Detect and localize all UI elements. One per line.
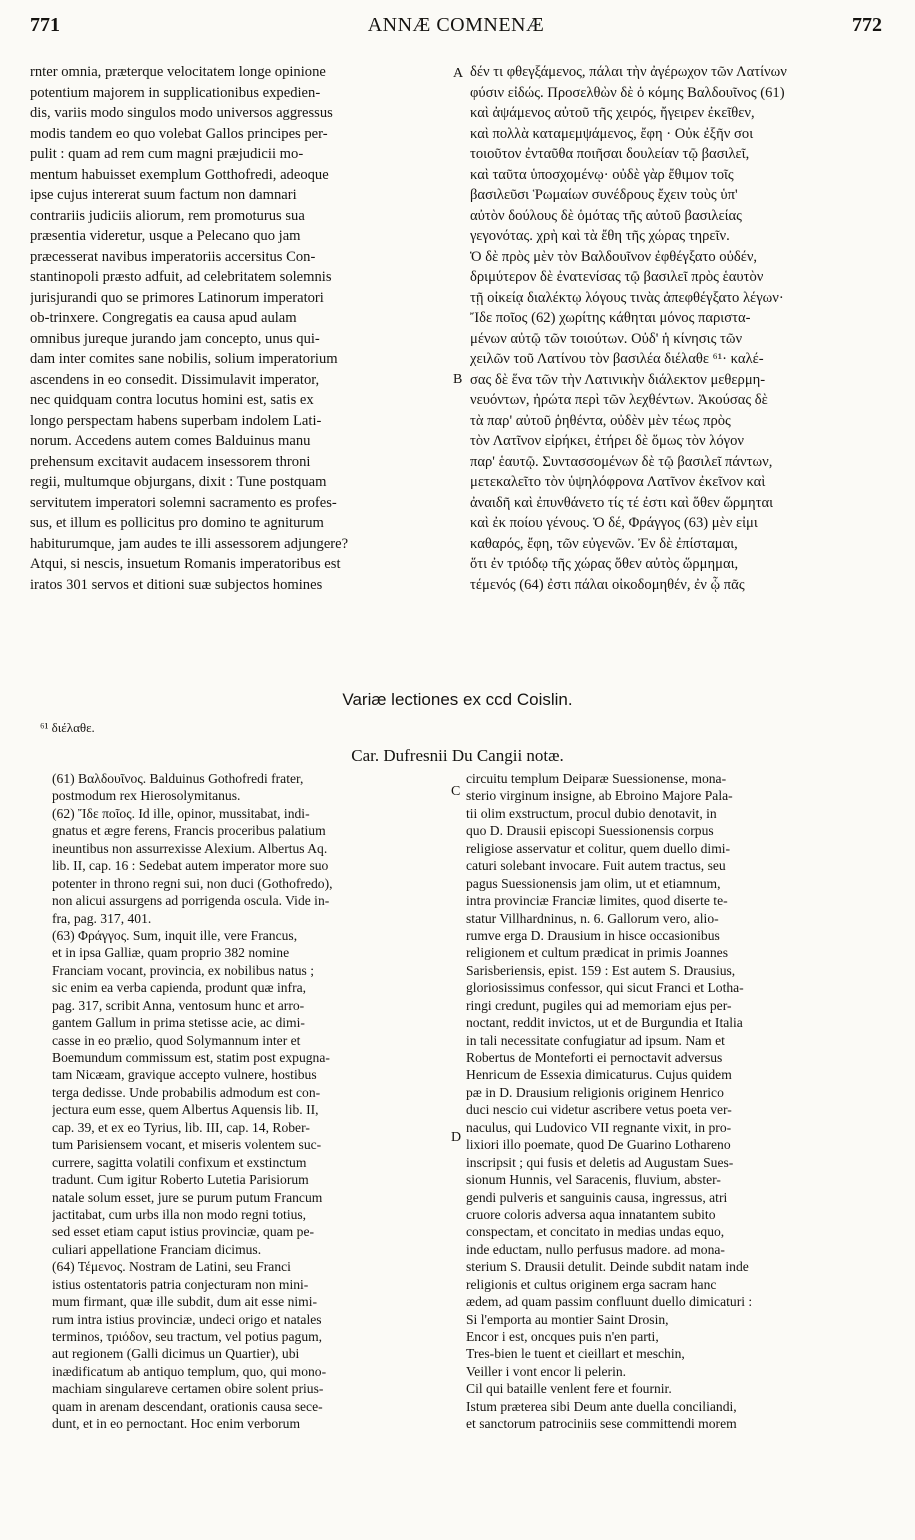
margin-letter-d: D xyxy=(451,1130,462,1145)
note-line: (63) Φράγγος. Sum, inquit ille, vere Francus, xyxy=(52,927,298,943)
running-title: ANNÆ COMNENÆ xyxy=(367,14,545,36)
latin-text-line: norum. Accedens autem comes Balduinus manu xyxy=(30,433,311,449)
greek-text-line: τὸν Λατῖνον εἰρήκει, ἐτήρει δὲ ὅμως τὸν λόγον xyxy=(470,433,744,449)
greek-text-line: σας δὲ ἕνα τῶν τὴν Λατινικὴν διάλεκτον μεθερμη- xyxy=(470,371,766,388)
note-line: casse in eo prælio, quod Solymannum inter et xyxy=(52,1032,301,1048)
note-line: lixiori illo poemate, quod De Guarino Lothareno xyxy=(466,1137,731,1153)
latin-text-line: habiturumque, jam audes te illi assessorem adjungere? xyxy=(30,535,349,552)
latin-text-line: mentum habuisset exemplum Gotthofredi, adeoque xyxy=(30,166,329,183)
note-line: tii olim exstructum, procul dubio denotavit, in xyxy=(466,805,717,821)
note-line: currere, sagitta volatili confixum et exstinctum xyxy=(52,1154,307,1170)
greek-text-line: βασιλεῦσι Ῥωμαίων συνέδρους ἔχειν τοὺς ὑπ' xyxy=(470,187,738,203)
greek-text-line: ἀναιδῆ καὶ ἐπυνθάνετο τίς τέ ἐστι καὶ ὅθεν ὥρμηται xyxy=(470,494,774,511)
note-line: gantem Gallum in prima stetisse acie, ac dimi- xyxy=(52,1015,305,1031)
greek-text-line: αὐτὸν δούλους δὲ ὁμότας τῆς αὐτοῦ βασιλείας xyxy=(470,207,742,224)
latin-text-column xyxy=(30,62,448,595)
note-line: quo D. Drausii episcopi Suessionensis corpus xyxy=(466,823,714,839)
page-number-right: 772 xyxy=(852,14,882,36)
latin-text-line: ob-trinxere. Congregatis ea causa apud aulam xyxy=(30,310,297,326)
note-line: postmodum rex Hierosolymitanus. xyxy=(52,788,241,804)
latin-text-line: potentium majorem in supplicationibus expedien- xyxy=(30,84,321,101)
latin-text-line: præcesserat navibus imperatoriis accersitus Con- xyxy=(30,248,316,265)
note-line: inædificatum ab antiquo templum, quo, qui mono- xyxy=(52,1363,327,1379)
note-line: Robertus de Monteforti ei pernoctavit adversus xyxy=(466,1050,723,1065)
note-line: Cil qui bataille venlent fere et fournir. xyxy=(466,1381,672,1397)
latin-text-line: prehensum excitavit audacem insessorem throni xyxy=(30,453,311,470)
greek-text-line: Ὁ δὲ πρὸς μὲν τὸν Βαλδουῖνον ἐφθέγξατο οὐδέν, xyxy=(470,248,758,265)
note-line: non alicui assurgens ad porrigenda oscula. Vide in- xyxy=(52,893,330,909)
note-line: Henricum de Essexia dimicaturus. Cujus quidem xyxy=(466,1067,732,1083)
latin-text-line: modis tandem eo quo volebat Gallos principes per- xyxy=(30,125,328,142)
greek-text-line: Ἴδε ποῖος (62) χωρίτης κάθηται μόνος παριστα- xyxy=(470,310,751,326)
margin-letter-a: A xyxy=(453,66,464,81)
note-line: tam Nicæam, gravique accepto vulnere, hostibus xyxy=(52,1067,317,1083)
latin-text-line: præsentia videretur, usque a Pelecano quo jam xyxy=(30,228,301,244)
variae-lectiones-heading: Variæ lectiones ex ccd Coislin. xyxy=(342,690,573,709)
note-line: potenter in throno regni sui, non duci (Gothofredo), xyxy=(52,875,333,891)
greek-text-line: δέν τι φθεγξάμενος, πάλαι τὴν ἀγέρωχον τῶν Λατίνων xyxy=(470,64,787,80)
latin-text-line: sus, et illum es pollicitus pro domino te agniturum xyxy=(30,515,324,531)
note-line: terga dedisse. Unde probabilis admodum est con- xyxy=(52,1084,321,1100)
greek-text-line: χειλῶν τοῦ Λατίνου τὸν βασιλέα διέλαθε ⁶¹· καλέ- xyxy=(470,351,764,367)
latin-text-line: dam inter comites sane nobilis, solium imperatorium xyxy=(30,351,338,367)
note-line: tradunt. Cum igitur Roberto Lutetia Parisiorum xyxy=(52,1172,309,1188)
notes-left-column xyxy=(52,770,444,1433)
note-line: duci nescio cui videtur ascribere vetus poeta ver- xyxy=(466,1102,732,1118)
note-line: ineuntibus non assurrexisse Alexium. Albertus Aq. xyxy=(52,840,328,856)
greek-text-line: νευόντων, ἠρώτα περὶ τῶν λεχθέντων. Ἀκούσας δὲ xyxy=(470,392,768,408)
note-line: Franciam vocant, provincia, ex nobilibus natus ; xyxy=(52,962,314,978)
notes-right-column xyxy=(466,770,882,1433)
page-header xyxy=(30,8,882,48)
greek-text-line: μένων αὐτῷ τῶν τοιούτων. Οὐδ' ἡ κίνησις τῶν xyxy=(470,330,743,347)
note-line: natale solum esset, jure se purum putum Francum xyxy=(52,1189,323,1205)
latin-text-line: Atqui, si nescis, insuetum Romanis imperatoribus est xyxy=(30,556,341,572)
note-line: Boemundum commissum est, statim post expugna- xyxy=(52,1050,330,1065)
note-line: terminos, τριόδον, seu tractum, vel potius pagum, xyxy=(52,1329,323,1344)
margin-letter-b: B xyxy=(453,372,463,387)
note-line: pæ in D. Drausium religionis originem Henrico xyxy=(466,1084,724,1100)
note-line: et sanctorum patrociniis sese committendi morem xyxy=(466,1416,737,1432)
note-line: Sarisberiensis, epist. 159 : Est autem S. Drausius, xyxy=(466,962,736,978)
note-line: fra, pag. 317, 401. xyxy=(52,910,152,926)
note-line: pag. 317, scribit Anna, ventosum hunc et arro- xyxy=(52,997,305,1013)
greek-text-line: καὶ ἐκ ποίου γένους. Ὁ δέ, Φράγγος (63) μὲν εἰμι xyxy=(470,515,758,531)
greek-text-line: ὅτι ἐν τριόδῳ τῆς χώρας ὅθεν αὐτὸς ὥρμημαι, xyxy=(470,556,739,572)
latin-text-line: longo perspectam habens superbam indolem Lati- xyxy=(30,412,322,429)
greek-text-line: καὶ πολλὰ καταμεμψάμενος, ἔφη · Οὐκ ἐξῆν σοι xyxy=(470,125,754,142)
note-line: jactitabat, cum urbs illa non modo regni totius, xyxy=(52,1206,307,1222)
greek-text-line: καθαρός, ἔφη, τῶν εὐγενῶν. Ἐν δὲ ἐπίσταμαι, xyxy=(470,535,738,552)
note-line: Si l'emporta au montier Saint Drosin, xyxy=(466,1311,669,1327)
note-line: tum Parisiensem vocant, et miseris volentem suc- xyxy=(52,1137,322,1153)
note-line: dunt, et in eo pernoctant. Hoc enim verborum xyxy=(52,1416,301,1432)
note-line: statur Villhardninus, n. 6. Gallorum vero, alio- xyxy=(466,910,719,926)
note-line: Encor i est, oncques puis n'en parti, xyxy=(466,1329,659,1344)
note-line: conspectam, et concitato in medias undas equo, xyxy=(466,1224,725,1240)
note-line: gnatus et ægre ferens, Francis proceribus palatium xyxy=(52,823,326,839)
note-line: quam in arenam descendant, orationis causa sece- xyxy=(52,1398,323,1414)
greek-text-line: τὰ παρ' αὐτοῦ ῥηθέντα, οὐδὲν μὲν τέως πρὸς xyxy=(470,412,731,429)
note-line: Tres-bien le tuent et cieillart et meschin, xyxy=(466,1346,685,1362)
latin-text-line: omnibus jureque jurando jam concepto, unus qui- xyxy=(30,330,320,347)
note-line: religionis et cultus originem erga sacram hanc xyxy=(466,1276,717,1292)
note-line: inscripsit ; qui fusis et deletis ad Augustam Sues- xyxy=(466,1154,734,1170)
note-line: pagus Suessionensis jam olim, ut et etiamnum, xyxy=(466,875,721,891)
note-line: ringi credunt, pugiles qui ad memoriam ejus per- xyxy=(466,997,732,1013)
note-line: rum intra istius provinciæ, undeci origo et natales xyxy=(52,1311,322,1327)
greek-text-line: γεγονότας. χρὴ καὶ τὰ ἔθη τῆς χώρας τηρεῖν. xyxy=(470,228,730,244)
note-line: sionum Hunnis, vel Saracenis, fluvium, abster- xyxy=(466,1172,721,1188)
greek-text-line: φύσιν εἰδώς. Προσελθὼν δὲ ὁ κόμης Βαλδουῖνος (61) xyxy=(470,84,785,101)
latin-text-line: ascendens in eo consedit. Dissimulavit imperator, xyxy=(30,371,320,388)
note-line: et in ipsa Galliæ, quam proprio 382 nomine xyxy=(52,945,290,961)
latin-text-line: ipse cujus intererat suum factum non damnari xyxy=(30,187,297,203)
latin-text-line: stantinopoli præsto adfuit, ad celebritatem solemnis xyxy=(30,269,332,285)
margin-letter-c: C xyxy=(451,784,461,799)
note-line: sterium S. Drausii detulit. Deinde subdit natam inde xyxy=(466,1259,749,1275)
note-line: caturi solebant invocare. Fuit autem tractus, seu xyxy=(466,858,726,874)
note-line: circuitu templum Deiparæ Suessionense, mona- xyxy=(466,771,727,786)
greek-text-line: τῇ οἰκείᾳ διαλέκτῳ λόγους τινὰς ἀπεφθέγξατο λέγων· xyxy=(470,289,784,306)
note-line: jectura eum esse, quem Albertus Aquensis lib. II, xyxy=(52,1102,319,1118)
note-line: religionem et cultum prædicat in primis Joannes xyxy=(466,945,729,961)
note-line: gendi pulveris et sanguinis causa, ingressus, atri xyxy=(466,1189,728,1205)
note-line: rumve erga D. Drausium in hisce occasionibus xyxy=(466,927,720,943)
note-line: in tali necessitate confugiatur ad ipsum. Nam et xyxy=(466,1032,725,1048)
notes-heading: Car. Dufresnii Du Cangii notæ. xyxy=(351,746,564,765)
note-line: cap. 39, et ex eo Tyrius, lib. III, cap. 14, Rober- xyxy=(52,1119,310,1135)
latin-text-line: iratos 301 servos et ditioni suæ subjectos homines xyxy=(30,576,323,593)
note-line: (62) Ἴδε ποῖος. Id ille, opinor, mussitabat, indi- xyxy=(52,805,310,821)
note-line: cruore coloris adversa aqua innatantem subito xyxy=(466,1206,716,1222)
note-line: aut regionem (Galli dicimus un Quartier), ubi xyxy=(52,1346,300,1362)
note-line: (61) Βαλδουῖνος. Balduinus Gothofredi frater, xyxy=(52,771,304,786)
latin-text-line: servitutem imperatori solemni sacramento es profes- xyxy=(30,494,337,511)
page-number-left: 771 xyxy=(30,14,60,36)
note-line: intra provinciæ Franciæ limites, quod diserte te- xyxy=(466,893,728,909)
latin-text-line: jurisjurandi quo se primores Latinorum imperatori xyxy=(30,289,324,306)
note-line: ædem, ad quam passim confluunt duello dimicaturi : xyxy=(466,1294,753,1310)
latin-text-line: regii, multumque objurgans, dixit : Tune postquam xyxy=(30,474,327,490)
note-line: istius ostentatoris patria conjecturam non mini- xyxy=(52,1276,309,1292)
variae-lectiones-note: ⁶¹ διέλαθε. xyxy=(40,720,95,735)
note-line: noctant, reddit invictos, ut et de Burgundia et Italia xyxy=(466,1015,743,1031)
greek-text-line: καὶ ταῦτα ὑποσχομένῳ· οὐδὲ γὰρ ἔθιμον τοῖς xyxy=(470,166,734,183)
greek-text-line: μετεκαλεῖτο τὸν ὑψηλόφρονα Λατῖνον ἐκεῖνον καὶ xyxy=(470,474,766,490)
latin-text-line: nec quidquam contra locutus homini est, satis ex xyxy=(30,392,314,408)
greek-text-line: δριμύτερον δὲ ἐνατενίσας τῷ βασιλεῖ πρὸς ἑαυτὸν xyxy=(470,269,764,285)
note-line: mum firmant, quæ ille subdit, dum ait esse nimi- xyxy=(52,1294,318,1310)
greek-text-line: τέμενός (64) ἐστι πάλαι οἰκοδομηθέν, ἐν ᾧ πᾶς xyxy=(470,576,745,593)
note-line: sic enim ea verba capienda, produnt quæ infra, xyxy=(52,980,307,996)
note-line: sed esset etiam caput istius provinciæ, quam pe- xyxy=(52,1224,314,1240)
note-line: lib. II, cap. 16 : Sedebat autem imperator more suo xyxy=(52,858,329,874)
note-line: naculus, qui Ludovico VII regnante vixit, in pro- xyxy=(466,1119,732,1135)
note-line: Istum præterea sibi Deum ante duella conciliandi, xyxy=(466,1398,737,1414)
greek-text-line: παρ' ἑαυτῷ. Συντασσομένων δὲ τῷ βασιλεῖ πάντων, xyxy=(470,453,773,470)
note-line: religiose asservatur et colitur, quem duello dimi- xyxy=(466,840,731,856)
note-line: Veiller i vont encor li pelerin. xyxy=(466,1363,627,1379)
greek-text-column xyxy=(470,62,882,595)
note-line: (64) Τέμενος. Nostram de Latini, seu Franci xyxy=(52,1259,291,1275)
note-line: gloriosissimus confessor, qui sicut Franci et Lotha- xyxy=(466,980,744,996)
latin-text-line: rnter omnia, præterque velocitatem longe opinione xyxy=(30,64,326,80)
note-line: culiari appellatione Franciam dicimus. xyxy=(52,1241,262,1257)
note-line: machiam singulareve certamen obire solent prius- xyxy=(52,1381,324,1397)
latin-text-line: pulit : quam ad rem cum magni præjudicii mo- xyxy=(30,146,304,162)
greek-text-line: τοιοῦτον ἐνταῦθα ποιῆσαι δουλείαν τῷ βασιλεῖ, xyxy=(470,146,750,162)
note-line: inde eductam, nullo perfusus madore. ad mona- xyxy=(466,1241,725,1257)
latin-text-line: contrariis judiciis aliorum, rem promoturus sua xyxy=(30,207,305,224)
note-line: sterio virginum insigne, ab Ebroino Majore Pala- xyxy=(466,788,733,804)
latin-text-line: dis, variis modo singulos modo universos aggressus xyxy=(30,105,333,121)
greek-text-line: καὶ ἀψάμενος αὐτοῦ τῆς χειρός, ἤγειρεν ἐκεῖθεν, xyxy=(470,105,755,121)
